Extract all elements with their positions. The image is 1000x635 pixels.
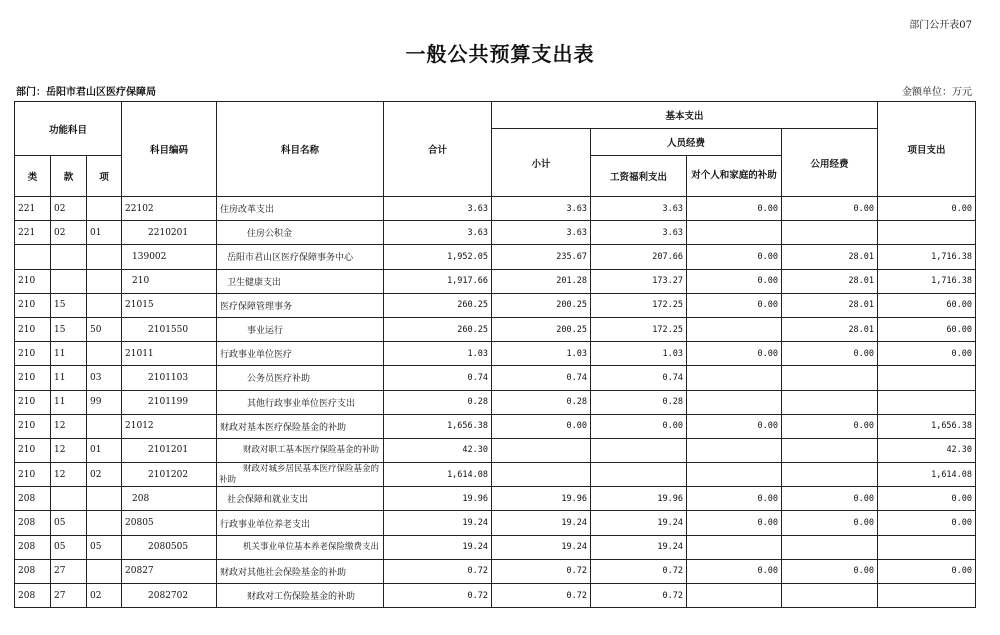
cell-lei: 208 bbox=[15, 487, 51, 511]
cell-kuan bbox=[51, 269, 87, 293]
cell-subject-name: 财政对其他社会保险基金的补助 bbox=[217, 559, 384, 583]
cell-project-expenditure: 0.00 bbox=[878, 197, 976, 221]
header-wages: 工资福利支出 bbox=[591, 156, 687, 197]
cell-individual-subsidy bbox=[687, 535, 782, 559]
cell-subject-name: 财政对城乡居民基本医疗保险基金的补助 bbox=[217, 463, 384, 487]
cell-project-expenditure: 42.30 bbox=[878, 438, 976, 462]
cell-public-expense bbox=[782, 584, 878, 608]
cell-lei: 208 bbox=[15, 559, 51, 583]
cell-public-expense bbox=[782, 390, 878, 414]
cell-public-expense: 0.00 bbox=[782, 511, 878, 535]
cell-xiang bbox=[87, 269, 122, 293]
cell-lei: 210 bbox=[15, 342, 51, 366]
table-row bbox=[15, 584, 976, 608]
form-number: 部门公开表07 bbox=[909, 20, 972, 31]
cell-lei: 210 bbox=[15, 293, 51, 317]
budget-expenditure-table bbox=[14, 101, 976, 608]
cell-total: 1.03 bbox=[384, 342, 492, 366]
cell-subject-name: 行政事业单位养老支出 bbox=[217, 511, 384, 535]
cell-subtotal: 0.28 bbox=[492, 390, 591, 414]
cell-subject-code: 2101103 bbox=[122, 366, 217, 390]
cell-xiang bbox=[87, 487, 122, 511]
cell-xiang: 01 bbox=[87, 438, 122, 462]
cell-lei: 210 bbox=[15, 269, 51, 293]
cell-individual-subsidy: 0.00 bbox=[687, 559, 782, 583]
cell-total: 1,917.66 bbox=[384, 269, 492, 293]
cell-kuan: 15 bbox=[51, 317, 87, 341]
header-total: 合计 bbox=[384, 102, 492, 197]
cell-subtotal: 0.00 bbox=[492, 414, 591, 438]
cell-subtotal: 19.24 bbox=[492, 511, 591, 535]
cell-wages: 0.72 bbox=[591, 584, 687, 608]
header-subject-code: 科目编码 bbox=[122, 102, 217, 197]
cell-total: 260.25 bbox=[384, 293, 492, 317]
cell-wages: 3.63 bbox=[591, 221, 687, 245]
cell-xiang: 02 bbox=[87, 463, 122, 487]
cell-subtotal: 1.03 bbox=[492, 342, 591, 366]
cell-public-expense bbox=[782, 463, 878, 487]
cell-public-expense bbox=[782, 535, 878, 559]
cell-project-expenditure bbox=[878, 221, 976, 245]
cell-subject-code: 21011 bbox=[122, 342, 217, 366]
cell-total: 3.63 bbox=[384, 197, 492, 221]
cell-subtotal: 3.63 bbox=[492, 197, 591, 221]
header-kuan: 款 bbox=[51, 156, 87, 197]
cell-xiang: 02 bbox=[87, 584, 122, 608]
cell-project-expenditure: 1,614.08 bbox=[878, 463, 976, 487]
cell-project-expenditure: 0.00 bbox=[878, 559, 976, 583]
cell-wages bbox=[591, 463, 687, 487]
cell-subtotal: 201.28 bbox=[492, 269, 591, 293]
cell-lei: 208 bbox=[15, 535, 51, 559]
cell-xiang bbox=[87, 511, 122, 535]
table-row bbox=[15, 197, 976, 221]
cell-kuan: 05 bbox=[51, 535, 87, 559]
cell-kuan: 11 bbox=[51, 390, 87, 414]
table-row bbox=[15, 438, 976, 462]
cell-individual-subsidy: 0.00 bbox=[687, 342, 782, 366]
page-title: 一般公共预算支出表 bbox=[405, 42, 595, 66]
cell-wages: 19.24 bbox=[591, 511, 687, 535]
cell-individual-subsidy: 0.00 bbox=[687, 197, 782, 221]
cell-public-expense: 0.00 bbox=[782, 487, 878, 511]
header-subject-name: 科目名称 bbox=[217, 102, 384, 197]
cell-kuan: 02 bbox=[51, 221, 87, 245]
cell-lei: 210 bbox=[15, 317, 51, 341]
cell-wages bbox=[591, 438, 687, 462]
cell-total: 0.28 bbox=[384, 390, 492, 414]
cell-lei bbox=[15, 245, 51, 269]
cell-subject-name: 社会保障和就业支出 bbox=[217, 487, 384, 511]
cell-project-expenditure bbox=[878, 390, 976, 414]
cell-individual-subsidy bbox=[687, 584, 782, 608]
cell-public-expense: 28.01 bbox=[782, 293, 878, 317]
cell-kuan: 27 bbox=[51, 559, 87, 583]
cell-total: 260.25 bbox=[384, 317, 492, 341]
cell-total: 19.24 bbox=[384, 511, 492, 535]
cell-individual-subsidy: 0.00 bbox=[687, 245, 782, 269]
cell-subject-code: 21012 bbox=[122, 414, 217, 438]
cell-kuan: 11 bbox=[51, 342, 87, 366]
header-public-expense: 公用经费 bbox=[782, 129, 878, 197]
cell-lei: 208 bbox=[15, 511, 51, 535]
cell-individual-subsidy bbox=[687, 221, 782, 245]
department-label: 部门：岳阳市君山区医疗保障局 bbox=[16, 87, 156, 98]
cell-lei: 210 bbox=[15, 438, 51, 462]
cell-project-expenditure: 0.00 bbox=[878, 487, 976, 511]
cell-public-expense: 0.00 bbox=[782, 197, 878, 221]
cell-xiang bbox=[87, 293, 122, 317]
cell-subtotal: 19.24 bbox=[492, 535, 591, 559]
cell-wages: 0.00 bbox=[591, 414, 687, 438]
cell-wages: 173.27 bbox=[591, 269, 687, 293]
cell-xiang bbox=[87, 245, 122, 269]
table-row bbox=[15, 559, 976, 583]
cell-project-expenditure bbox=[878, 584, 976, 608]
cell-individual-subsidy bbox=[687, 463, 782, 487]
cell-public-expense: 28.01 bbox=[782, 269, 878, 293]
cell-wages: 3.63 bbox=[591, 197, 687, 221]
cell-subject-code: 22102 bbox=[122, 197, 217, 221]
table-row bbox=[15, 535, 976, 559]
cell-individual-subsidy: 0.00 bbox=[687, 487, 782, 511]
cell-individual-subsidy bbox=[687, 366, 782, 390]
cell-xiang bbox=[87, 342, 122, 366]
header-xiang: 项 bbox=[87, 156, 122, 197]
cell-subject-code: 2210201 bbox=[122, 221, 217, 245]
cell-total: 0.72 bbox=[384, 559, 492, 583]
table-row bbox=[15, 511, 976, 535]
cell-kuan: 27 bbox=[51, 584, 87, 608]
cell-wages: 0.72 bbox=[591, 559, 687, 583]
cell-kuan: 02 bbox=[51, 197, 87, 221]
cell-public-expense: 0.00 bbox=[782, 342, 878, 366]
cell-wages: 0.74 bbox=[591, 366, 687, 390]
cell-subject-name: 事业运行 bbox=[217, 317, 384, 341]
table-row bbox=[15, 342, 976, 366]
header-function-subject: 功能科目 bbox=[15, 102, 122, 156]
cell-subtotal bbox=[492, 463, 591, 487]
cell-kuan: 15 bbox=[51, 293, 87, 317]
cell-project-expenditure: 0.00 bbox=[878, 511, 976, 535]
cell-subtotal: 0.72 bbox=[492, 559, 591, 583]
table-body bbox=[15, 197, 976, 608]
cell-project-expenditure bbox=[878, 366, 976, 390]
cell-subject-code: 2101202 bbox=[122, 463, 217, 487]
cell-individual-subsidy bbox=[687, 438, 782, 462]
cell-total: 42.30 bbox=[384, 438, 492, 462]
table-row bbox=[15, 366, 976, 390]
header-personnel-expense: 人员经费 bbox=[591, 129, 782, 156]
cell-subject-code: 208 bbox=[122, 487, 217, 511]
cell-subject-code: 20805 bbox=[122, 511, 217, 535]
cell-wages: 172.25 bbox=[591, 317, 687, 341]
cell-lei: 208 bbox=[15, 584, 51, 608]
cell-kuan: 11 bbox=[51, 366, 87, 390]
cell-xiang: 50 bbox=[87, 317, 122, 341]
cell-total: 1,656.38 bbox=[384, 414, 492, 438]
cell-total: 19.24 bbox=[384, 535, 492, 559]
cell-wages: 172.25 bbox=[591, 293, 687, 317]
cell-subtotal: 0.74 bbox=[492, 366, 591, 390]
cell-project-expenditure: 1,716.38 bbox=[878, 245, 976, 269]
cell-wages: 0.28 bbox=[591, 390, 687, 414]
cell-lei: 221 bbox=[15, 221, 51, 245]
cell-subject-name: 财政对职工基本医疗保险基金的补助 bbox=[217, 438, 384, 462]
cell-subtotal: 0.72 bbox=[492, 584, 591, 608]
cell-project-expenditure: 60.00 bbox=[878, 293, 976, 317]
cell-wages: 1.03 bbox=[591, 342, 687, 366]
cell-subject-code: 21015 bbox=[122, 293, 217, 317]
cell-lei: 221 bbox=[15, 197, 51, 221]
cell-wages: 19.24 bbox=[591, 535, 687, 559]
cell-individual-subsidy: 0.00 bbox=[687, 293, 782, 317]
table-row bbox=[15, 245, 976, 269]
header-individual-subsidy: 对个人和家庭的补助 bbox=[687, 156, 782, 197]
cell-xiang: 03 bbox=[87, 366, 122, 390]
cell-subject-code: 2080505 bbox=[122, 535, 217, 559]
table-row bbox=[15, 390, 976, 414]
cell-individual-subsidy: 0.00 bbox=[687, 269, 782, 293]
cell-subtotal: 235.67 bbox=[492, 245, 591, 269]
cell-xiang: 05 bbox=[87, 535, 122, 559]
cell-public-expense bbox=[782, 438, 878, 462]
cell-subtotal: 19.96 bbox=[492, 487, 591, 511]
cell-subject-name: 财政对工伤保险基金的补助 bbox=[217, 584, 384, 608]
cell-public-expense: 0.00 bbox=[782, 559, 878, 583]
cell-project-expenditure: 1,716.38 bbox=[878, 269, 976, 293]
cell-xiang: 01 bbox=[87, 221, 122, 245]
table-row bbox=[15, 269, 976, 293]
cell-subject-name: 岳阳市君山区医疗保障事务中心 bbox=[217, 245, 384, 269]
cell-subject-code: 2101550 bbox=[122, 317, 217, 341]
cell-kuan: 05 bbox=[51, 511, 87, 535]
cell-lei: 210 bbox=[15, 390, 51, 414]
cell-total: 1,952.05 bbox=[384, 245, 492, 269]
cell-subject-name: 住房改革支出 bbox=[217, 197, 384, 221]
cell-total: 0.74 bbox=[384, 366, 492, 390]
cell-xiang: 99 bbox=[87, 390, 122, 414]
cell-subject-name: 卫生健康支出 bbox=[217, 269, 384, 293]
cell-individual-subsidy bbox=[687, 390, 782, 414]
cell-xiang bbox=[87, 197, 122, 221]
cell-project-expenditure: 60.00 bbox=[878, 317, 976, 341]
amount-unit-label: 金额单位：万元 bbox=[902, 87, 972, 98]
cell-subject-name: 公务员医疗补助 bbox=[217, 366, 384, 390]
cell-public-expense bbox=[782, 366, 878, 390]
cell-total: 19.96 bbox=[384, 487, 492, 511]
cell-individual-subsidy bbox=[687, 317, 782, 341]
table-row bbox=[15, 463, 976, 487]
cell-subject-name: 医疗保障管理事务 bbox=[217, 293, 384, 317]
cell-kuan bbox=[51, 245, 87, 269]
cell-subtotal: 3.63 bbox=[492, 221, 591, 245]
cell-subtotal bbox=[492, 438, 591, 462]
cell-wages: 207.66 bbox=[591, 245, 687, 269]
cell-lei: 210 bbox=[15, 366, 51, 390]
cell-public-expense bbox=[782, 221, 878, 245]
cell-project-expenditure: 0.00 bbox=[878, 342, 976, 366]
cell-lei: 210 bbox=[15, 463, 51, 487]
cell-subject-name: 行政事业单位医疗 bbox=[217, 342, 384, 366]
cell-subject-name: 财政对基本医疗保险基金的补助 bbox=[217, 414, 384, 438]
cell-kuan: 12 bbox=[51, 463, 87, 487]
cell-project-expenditure: 1,656.38 bbox=[878, 414, 976, 438]
cell-public-expense: 28.01 bbox=[782, 317, 878, 341]
cell-total: 3.63 bbox=[384, 221, 492, 245]
cell-lei: 210 bbox=[15, 414, 51, 438]
cell-kuan: 12 bbox=[51, 414, 87, 438]
cell-individual-subsidy: 0.00 bbox=[687, 511, 782, 535]
cell-subject-name: 机关事业单位基本养老保险缴费支出 bbox=[217, 535, 384, 559]
table-row bbox=[15, 487, 976, 511]
cell-xiang bbox=[87, 559, 122, 583]
cell-public-expense: 0.00 bbox=[782, 414, 878, 438]
header-lei: 类 bbox=[15, 156, 51, 197]
cell-kuan: 12 bbox=[51, 438, 87, 462]
cell-subtotal: 200.25 bbox=[492, 293, 591, 317]
cell-subject-code: 20827 bbox=[122, 559, 217, 583]
cell-xiang bbox=[87, 414, 122, 438]
table-row bbox=[15, 221, 976, 245]
cell-subject-code: 2101201 bbox=[122, 438, 217, 462]
cell-subject-code: 2101199 bbox=[122, 390, 217, 414]
cell-subject-code: 2082702 bbox=[122, 584, 217, 608]
cell-total: 0.72 bbox=[384, 584, 492, 608]
cell-subject-code: 210 bbox=[122, 269, 217, 293]
header-subtotal: 小计 bbox=[492, 129, 591, 197]
cell-subject-name: 其他行政事业单位医疗支出 bbox=[217, 390, 384, 414]
cell-public-expense: 28.01 bbox=[782, 245, 878, 269]
header-project-expenditure: 项目支出 bbox=[878, 102, 976, 197]
cell-kuan bbox=[51, 487, 87, 511]
cell-total: 1,614.08 bbox=[384, 463, 492, 487]
table-row bbox=[15, 414, 976, 438]
table-row bbox=[15, 317, 976, 341]
cell-subtotal: 200.25 bbox=[492, 317, 591, 341]
table-row bbox=[15, 293, 976, 317]
cell-subject-name: 住房公积金 bbox=[217, 221, 384, 245]
cell-individual-subsidy: 0.00 bbox=[687, 414, 782, 438]
cell-project-expenditure bbox=[878, 535, 976, 559]
cell-wages: 19.96 bbox=[591, 487, 687, 511]
header-basic-expenditure: 基本支出 bbox=[492, 102, 878, 129]
cell-subject-code: 139002 bbox=[122, 245, 217, 269]
